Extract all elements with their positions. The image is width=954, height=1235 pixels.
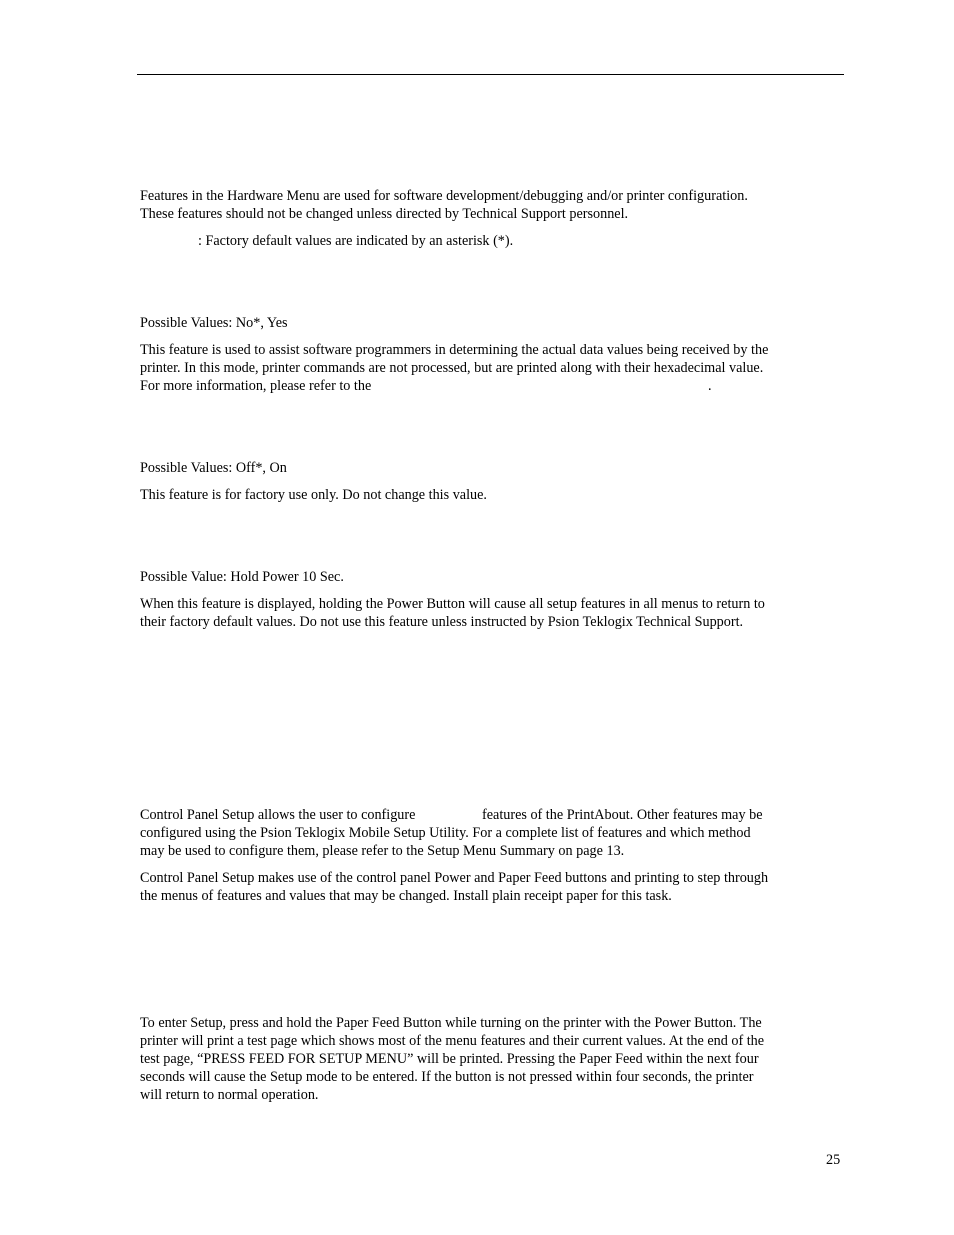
hardware-intro-line-2: These features should not be changed unless directed by Technical Support personnel. bbox=[140, 206, 629, 222]
hex-dump-desc-line-1: This feature is used to assist software programmers in determining the actual data values being received by the bbox=[140, 342, 769, 358]
control-setup-line-2: configured using the Psion Teklogix Mobile Setup Utility. For a complete list of features and which method bbox=[140, 825, 751, 841]
enter-setup-line-2: printer will print a test page which shows most of the menu features and their current values. At the end of the bbox=[140, 1033, 765, 1049]
control-setup-line-1b: features of the PrintAbout. Other features may be bbox=[482, 807, 763, 823]
header-rule bbox=[137, 74, 844, 75]
reset-desc-line-2: their factory default values. Do not use this feature unless instructed by Psion Teklogix Technical Support. bbox=[140, 614, 744, 630]
page-number: 25 bbox=[826, 1152, 841, 1168]
enter-setup-line-5: will return to normal operation. bbox=[140, 1087, 319, 1103]
hex-dump-possible-values: Possible Values: No*, Yes bbox=[140, 315, 288, 331]
control-setup-line-1a: Control Panel Setup allows the user to configure bbox=[140, 807, 416, 823]
factory-description: This feature is for factory use only. Do not change this value. bbox=[140, 487, 487, 503]
hardware-intro-line-1: Features in the Hardware Menu are used for software development/debugging and/or printer configuration. bbox=[140, 188, 748, 204]
control-setup-p2-line-1: Control Panel Setup makes use of the control panel Power and Paper Feed buttons and printing to step through bbox=[140, 870, 769, 886]
enter-setup-line-4: seconds will cause the Setup mode to be entered. If the button is not pressed within four seconds, the printer bbox=[140, 1069, 754, 1085]
control-setup-p2-line-2: the menus of features and values that may be changed. Install plain receipt paper for this task. bbox=[140, 888, 672, 904]
reset-desc-line-1: When this feature is displayed, holding the Power Button will cause all setup features in all menus to return to bbox=[140, 596, 765, 612]
hex-dump-desc-line-3: For more information, please refer to the bbox=[140, 378, 372, 394]
hex-dump-desc-line-2: printer. In this mode, printer commands are not processed, but are printed along with their hexadecimal value. bbox=[140, 360, 764, 376]
reset-possible-value: Possible Value: Hold Power 10 Sec. bbox=[140, 569, 344, 585]
factory-possible-values: Possible Values: Off*, On bbox=[140, 460, 287, 476]
default-values-note: : Factory default values are indicated by an asterisk (*). bbox=[198, 233, 514, 249]
enter-setup-line-1: To enter Setup, press and hold the Paper Feed Button while turning on the printer with the Power Button. The bbox=[140, 1015, 762, 1031]
enter-setup-line-3: test page, “PRESS FEED FOR SETUP MENU” will be printed. Pressing the Paper Feed within the next four bbox=[140, 1051, 759, 1067]
control-setup-line-3: may be used to configure them, please refer to the Setup Menu Summary on page 13. bbox=[140, 843, 625, 859]
hex-dump-desc-period: . bbox=[708, 378, 712, 394]
